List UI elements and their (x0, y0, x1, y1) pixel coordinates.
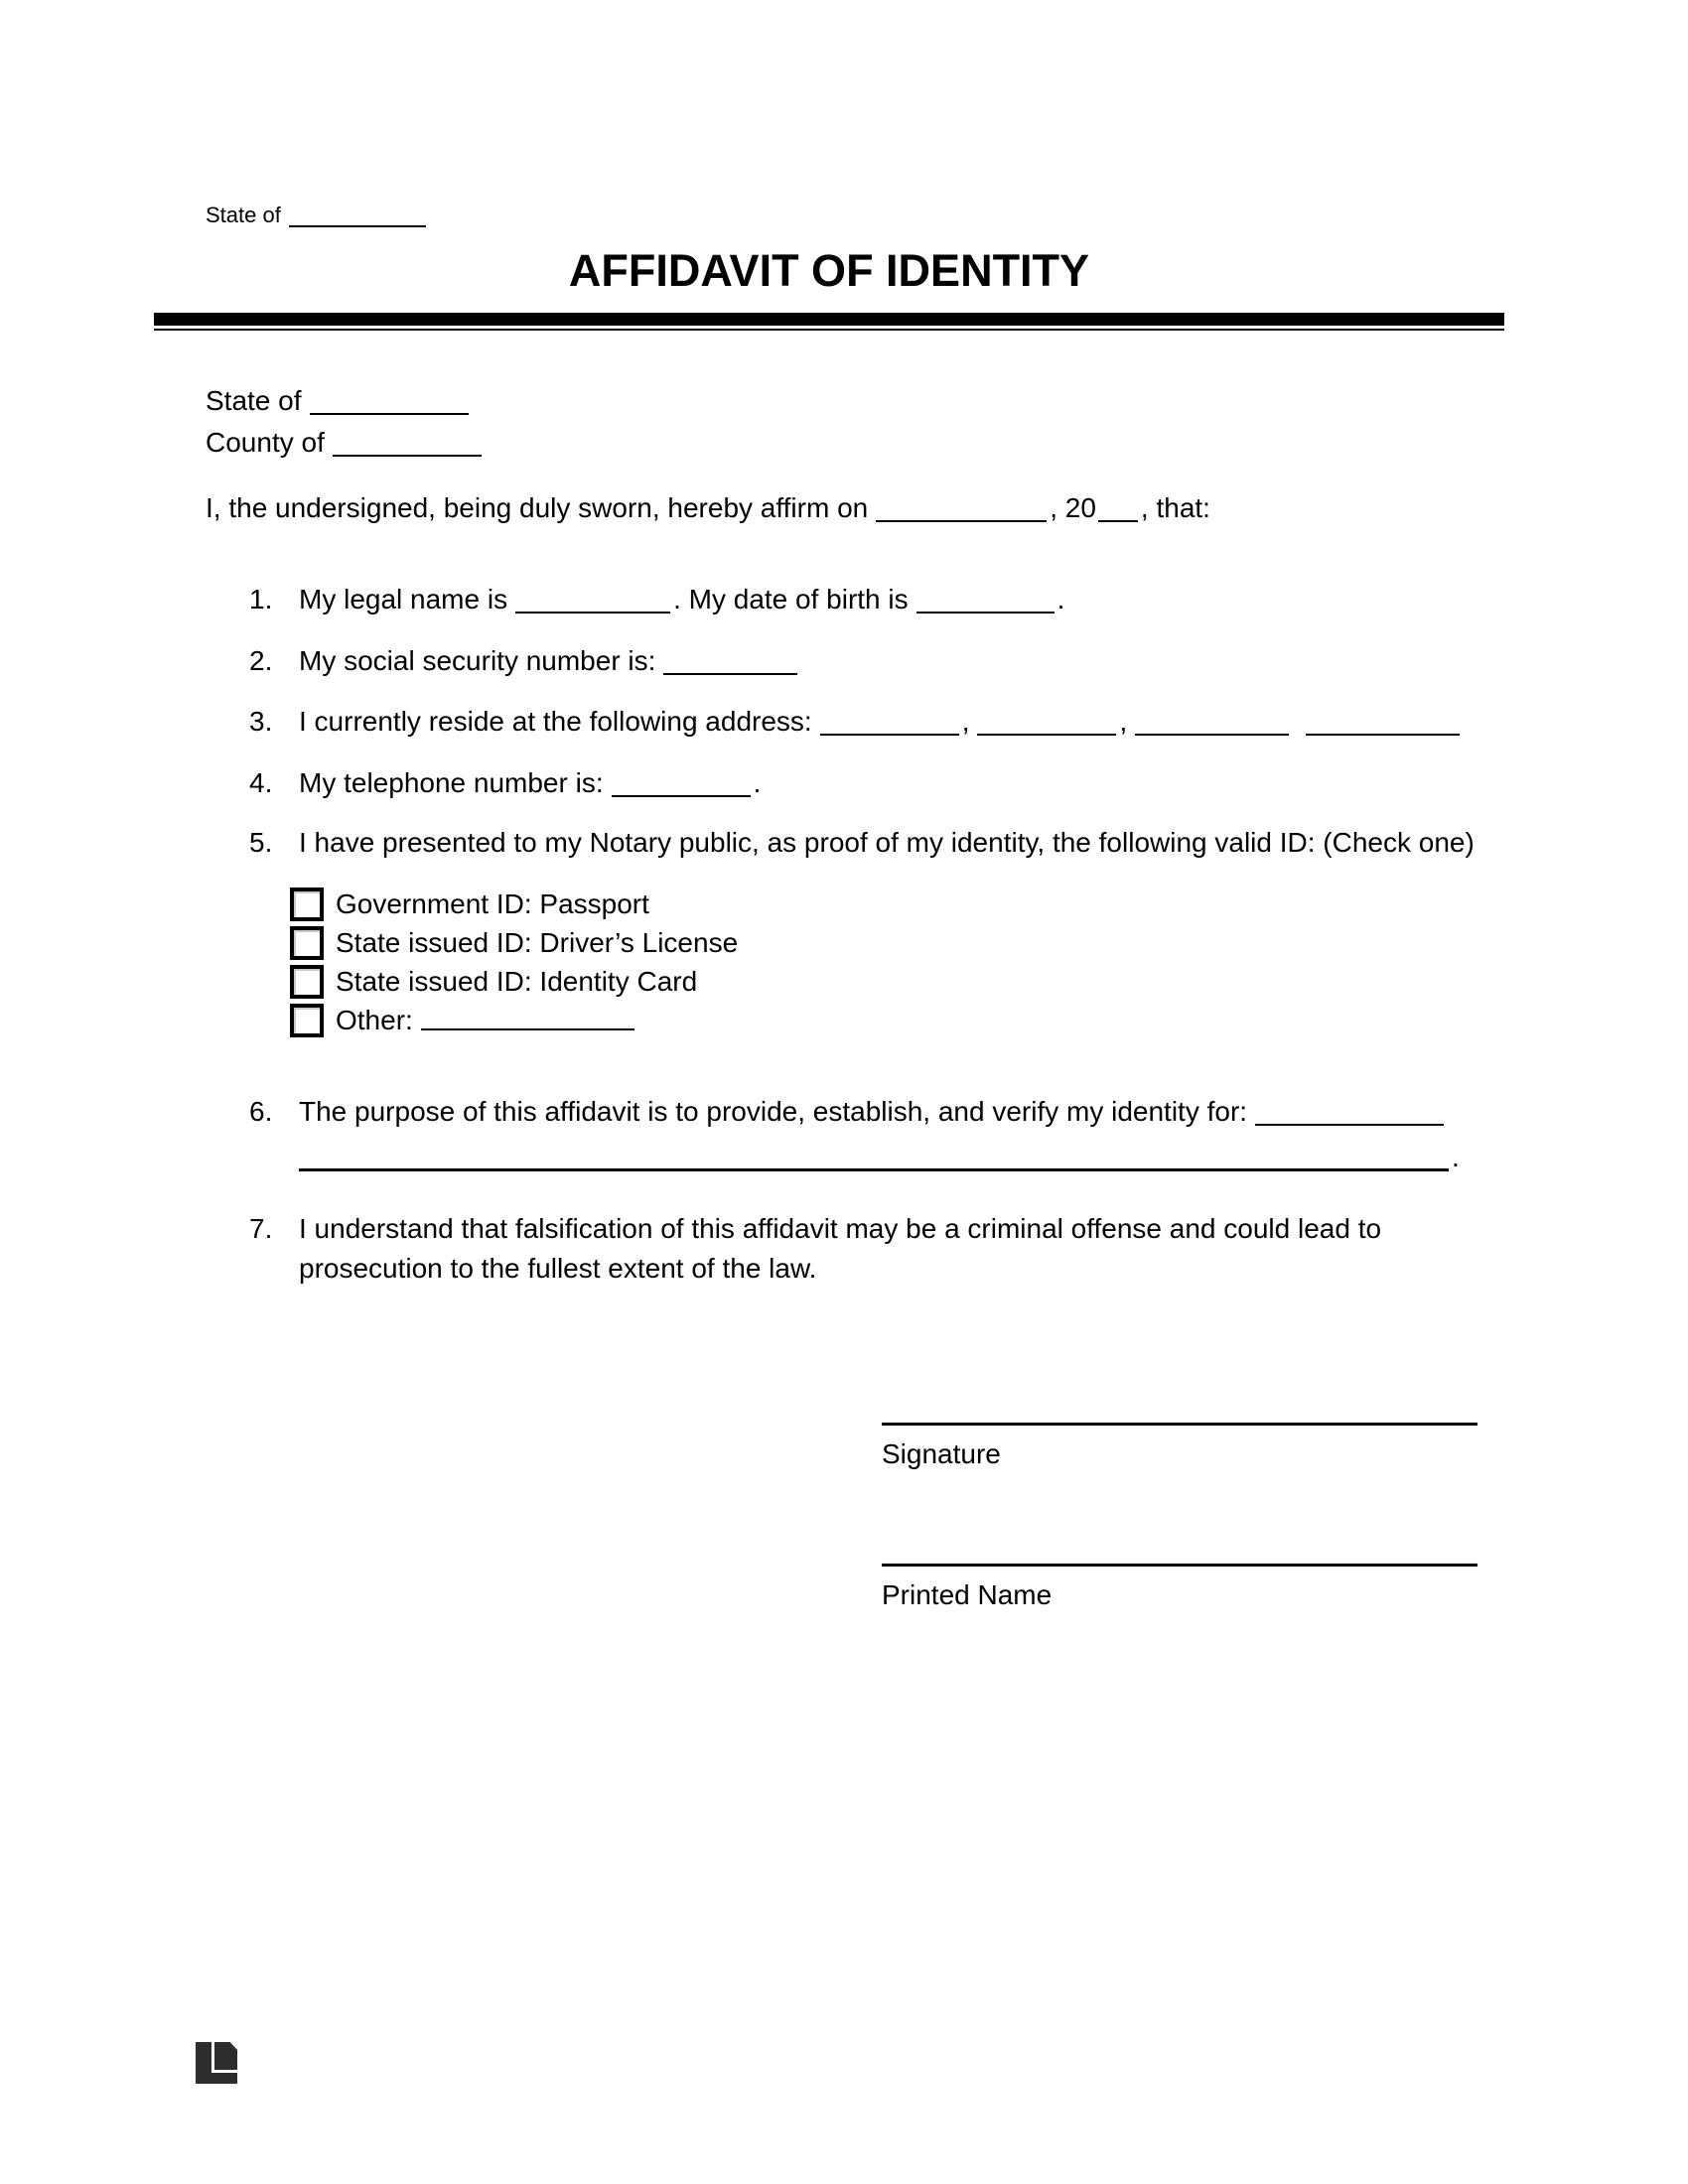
item-2-number: 2. (249, 645, 273, 676)
item-6 (206, 1092, 1506, 1132)
logo-bottom-bar (196, 2073, 237, 2084)
item-4-text-a: My telephone number is: (299, 767, 604, 798)
item-6-period: . (1452, 1142, 1460, 1172)
item-1-text-a: My legal name is (299, 584, 508, 614)
item-1 (206, 580, 1506, 619)
state-label: State of (206, 385, 302, 416)
item-5-text (299, 823, 1506, 863)
checkbox-government-id-label: Government ID: Passport (336, 888, 649, 919)
item-3-text-a: I currently reside at the following address: (299, 706, 812, 737)
item-1-text (299, 580, 1506, 619)
id-checkbox-group (290, 887, 1506, 1037)
state-line (206, 380, 485, 422)
item-3 (206, 702, 1506, 742)
top-state-blank[interactable] (289, 211, 426, 227)
checkbox-row-other (290, 1004, 1506, 1037)
legal-templates-logo-icon (196, 2042, 237, 2084)
checkbox-identity-card[interactable] (290, 965, 324, 999)
checkbox-other-label: Other: (336, 1005, 413, 1035)
item-7-number: 7. (249, 1213, 273, 1244)
county-of-blank[interactable] (333, 437, 482, 457)
item-4-text-b: . (753, 767, 762, 798)
item-2 (206, 641, 1506, 681)
checkbox-row-identity-card (290, 965, 1506, 999)
page-title: AFFIDAVIT OF IDENTITY (568, 245, 1090, 296)
checkbox-row-government-id (290, 887, 1506, 921)
county-line (206, 422, 485, 464)
item-1-number: 1. (249, 584, 273, 614)
item-6-text-a: The purpose of this affidavit is to provide, establish, and verify my identity for: (299, 1096, 1248, 1127)
address-state-blank[interactable] (1135, 716, 1289, 736)
date-of-birth-blank[interactable] (916, 594, 1055, 614)
address-city-blank[interactable] (977, 716, 1116, 736)
item-7-text: I understand that falsification of this affidavit may be a criminal offense and could lead to prosecution to the fullest extent of the law. (299, 1213, 1382, 1284)
item-5 (206, 823, 1506, 863)
signature-label: Signature (882, 1438, 1001, 1469)
checkbox-drivers-license-label: State issued ID: Driver’s License (336, 927, 739, 958)
printed-name-block (882, 1564, 1477, 1611)
item-1-text-c: . (1056, 584, 1065, 614)
affirm-date-blank[interactable] (876, 502, 1047, 522)
item-4-number: 4. (249, 767, 273, 798)
title-divider-rule (154, 313, 1504, 331)
legal-name-blank[interactable] (515, 594, 670, 614)
sworn-text-pre: I, the undersigned, being duly sworn, hereby affirm on (206, 492, 869, 523)
item-3-comma-2: , (1119, 706, 1128, 737)
affidavit-items-list (206, 580, 1506, 1289)
item-3-number: 3. (249, 706, 273, 737)
item-6-text (299, 1092, 1506, 1132)
state-of-blank[interactable] (310, 395, 469, 415)
other-id-blank[interactable] (421, 1011, 634, 1030)
item-5-number: 5. (249, 827, 273, 858)
item-7 (206, 1209, 1506, 1289)
item-6-continuation (299, 1138, 1506, 1177)
ssn-blank[interactable] (663, 655, 797, 675)
top-state-label: State of (206, 203, 281, 227)
item-3-text (299, 702, 1506, 742)
logo-notched-card (214, 2042, 237, 2070)
purpose-continuation-blank[interactable] (299, 1151, 1449, 1171)
phone-blank[interactable] (612, 777, 751, 797)
signature-block (882, 1423, 1477, 1470)
printed-name-label: Printed Name (882, 1579, 1053, 1610)
address-zip-blank[interactable] (1306, 716, 1460, 736)
jurisdiction-block (206, 380, 485, 464)
county-label: County of (206, 427, 325, 458)
checkbox-row-drivers-license (290, 926, 1506, 960)
address-street-blank[interactable] (820, 716, 959, 736)
item-2-text (299, 641, 1506, 681)
item-6-number: 6. (249, 1096, 273, 1127)
item-4 (206, 763, 1506, 803)
checkbox-drivers-license[interactable] (290, 926, 324, 960)
item-2-text-a: My social security number is: (299, 645, 656, 676)
purpose-blank[interactable] (1255, 1106, 1444, 1126)
affirm-year-blank[interactable] (1098, 502, 1138, 522)
sworn-year-prefix: , 20 (1050, 492, 1096, 523)
sworn-statement (206, 488, 1596, 528)
sworn-text-suffix: , that: (1140, 492, 1210, 523)
item-5-text-a: I have presented to my Notary public, as proof of my identity, the following valid ID: (Check one) (299, 827, 1475, 858)
checkbox-government-id[interactable] (290, 887, 324, 921)
checkbox-other[interactable] (290, 1004, 324, 1037)
item-4-text (299, 763, 1506, 803)
top-state-line (206, 203, 429, 228)
item-1-text-b: . My date of birth is (673, 584, 909, 614)
checkbox-identity-card-label: State issued ID: Identity Card (336, 966, 698, 997)
item-3-comma-1: , (961, 706, 970, 737)
